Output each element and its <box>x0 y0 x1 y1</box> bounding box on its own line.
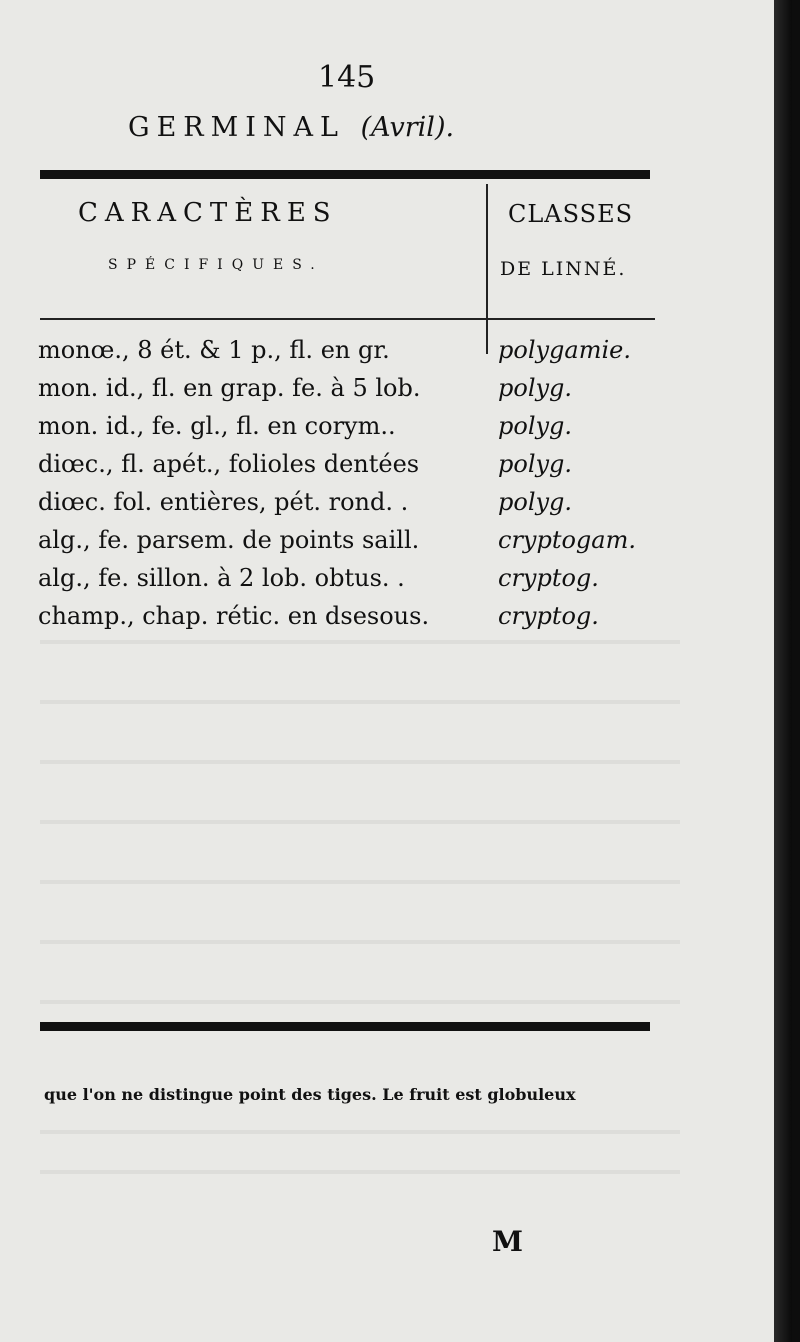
row-characters: mon. id., fe. gl., fl. en corym.. <box>38 412 396 440</box>
column-title-characters: CARACTÈRES <box>78 198 338 228</box>
table-row <box>38 564 688 602</box>
row-class: polyg. <box>498 488 573 516</box>
top-rule <box>40 170 650 179</box>
row-class: cryptogam. <box>498 526 636 554</box>
running-head-paren: (Avril). <box>360 112 455 143</box>
table-row <box>38 526 688 564</box>
species-table <box>38 336 688 640</box>
bottom-rule <box>40 1022 650 1031</box>
table-row <box>38 602 688 640</box>
row-class: polyg. <box>498 412 573 440</box>
row-class: polyg. <box>498 374 573 402</box>
column-subtitle-characters: SPÉCIFIQUES. <box>108 257 324 273</box>
row-class: cryptog. <box>498 564 599 592</box>
running-head <box>128 112 454 143</box>
column-title-classes: CLASSES <box>508 200 634 228</box>
book-spine <box>774 0 792 1342</box>
row-class: cryptog. <box>498 602 599 630</box>
table-row <box>38 374 688 412</box>
footnote: que l'on ne distingue point des tiges. Le fruit est globuleux <box>44 1085 576 1104</box>
table-row <box>38 412 688 450</box>
row-characters: mon. id., fl. en grap. fe. à 5 lob. <box>38 374 421 402</box>
row-class: polygamie. <box>498 336 631 364</box>
table-row <box>38 336 688 374</box>
column-subtitle-classes: DE LINNÉ. <box>500 258 627 280</box>
table-row <box>38 488 688 526</box>
row-class: polyg. <box>498 450 573 478</box>
running-head-month: GERMINAL <box>128 112 345 143</box>
header-rule <box>40 318 655 320</box>
row-characters: alg., fe. parsem. de points saill. <box>38 526 420 554</box>
table-row <box>38 450 688 488</box>
row-characters: alg., fe. sillon. à 2 lob. obtus. . <box>38 564 405 592</box>
row-characters: diœc. fol. entières, pét. rond. . <box>38 488 409 516</box>
row-characters: diœc., fl. apét., folioles dentées <box>38 450 420 478</box>
page-number: 145 <box>318 60 376 95</box>
column-divider <box>486 184 488 354</box>
row-characters: monœ., 8 ét. & 1 p., fl. en gr. <box>38 336 390 364</box>
signature-mark: M <box>492 1225 523 1258</box>
row-characters: champ., chap. rétic. en dsesous. <box>38 602 430 630</box>
